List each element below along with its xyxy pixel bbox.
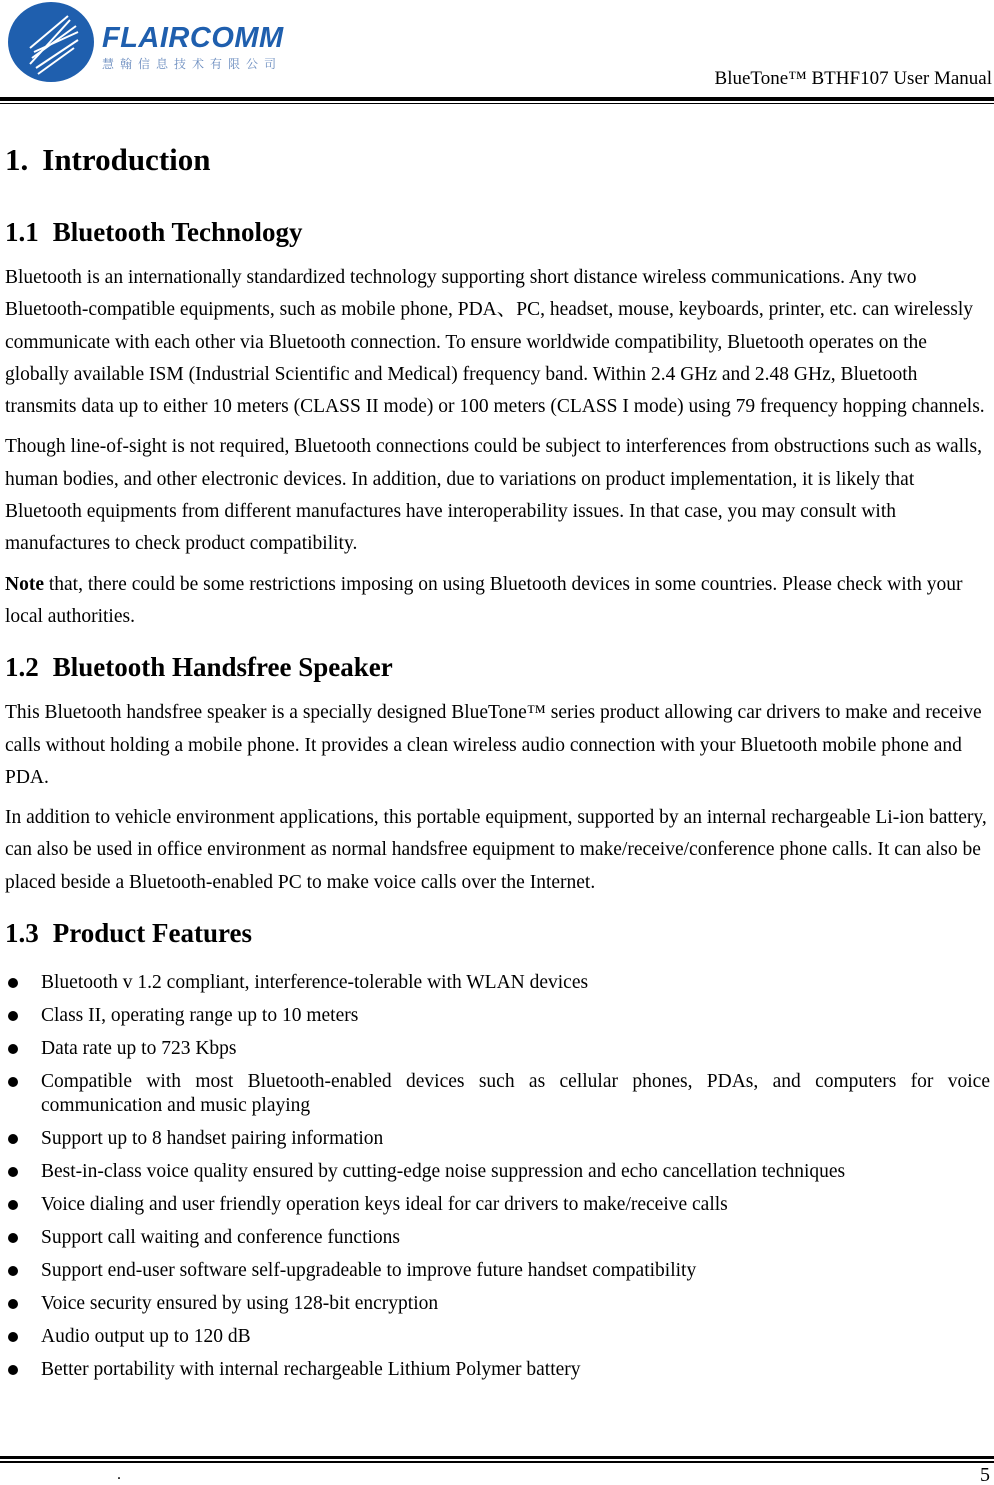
footer-mark: . [117,1466,121,1483]
list-item: Data rate up to 723 Kbps [5,1037,990,1061]
flaircomm-logo [8,2,308,82]
list-item: Compatible with most Bluetooth-enabled devices such as cellular phones, PDAs, and computers for voice communication and music playing [5,1070,990,1118]
logo-emblem-icon [8,2,94,82]
bullet-icon [8,1134,18,1144]
section-heading-product-features: 1.3 Product Features [5,918,252,949]
page-number: 5 [980,1464,990,1485]
list-item: Audio output up to 120 dB [5,1325,990,1349]
bullet-icon [8,978,18,988]
bullet-icon [8,1077,18,1087]
list-item: Better portability with internal rechargeable Lithium Polymer battery [5,1358,990,1382]
header-divider [0,97,994,101]
paragraph: In addition to vehicle environment applications, this portable equipment, supported by an internal rechargeable Li-ion battery, can also be used in office environment as normal handsfree equipment to make/receive/conference phone calls. It can also be placed beside a Bluetooth-enabled PC to make voice calls over the Internet. [5,807,987,893]
bullet-icon [8,1167,18,1177]
feature-list [5,971,990,1382]
list-item: Voice security ensured by using 128-bit encryption [5,1292,990,1316]
footer-divider-thin [0,1461,994,1463]
list-item: Best-in-class voice quality ensured by cutting-edge noise suppression and echo cancellation techniques [5,1160,990,1184]
bullet-icon [8,1233,18,1243]
note-label: Note [5,573,44,595]
bullet-icon [8,1365,18,1375]
list-item: Class II, operating range up to 10 meters [5,1004,990,1028]
bullet-icon [8,1266,18,1276]
bullet-icon [8,1332,18,1342]
logo-subtitle: 慧翰信息技术有限公司 [102,57,283,71]
list-item: Support up to 8 handset pairing information [5,1127,990,1151]
document-body [5,138,990,1391]
paragraph: Bluetooth is an internationally standardized technology supporting short distance wireless communications. Any two Bluetooth-compatible equipments, such as mobile phone, PDA、PC, headset, mouse, keyboards, printer, etc. can wirelessly communicate with each other via Bluetooth connection. To ensure worldwide compatibility, Bluetooth operates on the globally available ISM (Industrial Scientific and Medical) frequency band. Within 2.4 GHz and 2.48 GHz, Bluetooth transmits data up to either 10 meters (CLASS II mode) or 100 meters (CLASS I mode) using 79 frequency hopping channels. [5,267,985,418]
section-heading-introduction: 1. Introduction [5,142,211,177]
logo-text: FLAIRCOMM [102,22,284,54]
header-title: BlueTone™ BTHF107 User Manual [714,68,992,89]
bullet-icon [8,1299,18,1309]
paragraph-note: Note that, there could be some restrictions imposing on using Bluetooth devices in some countries. Please check with your local authorities. [5,573,963,627]
list-item: Bluetooth v 1.2 compliant, interference-tolerable with WLAN devices [5,971,990,995]
paragraph: Though line-of-sight is not required, Bluetooth connections could be subject to interferences from obstructions such as walls, human bodies, and other electronic devices. In addition, due to variations on product implementation, it is likely that Bluetooth equipments from different manufactures have interoperability issues. In that case, you may consult with manufactures to check product compatibility. [5,436,982,555]
bullet-icon [8,1044,18,1054]
section-heading-bluetooth-technology: 1.1 Bluetooth Technology [5,217,303,247]
footer-divider [0,1456,994,1459]
bullet-icon [8,1200,18,1210]
paragraph: This Bluetooth handsfree speaker is a specially designed BlueTone™ series product allowing car drivers to make and receive calls without holding a mobile phone. It provides a clean wireless audio connection with your Bluetooth mobile phone and PDA. [5,702,982,788]
list-item: Voice dialing and user friendly operation keys ideal for car drivers to make/receive calls [5,1193,990,1217]
section-heading-handsfree-speaker: 1.2 Bluetooth Handsfree Speaker [5,652,393,683]
list-item: Support end-user software self-upgradeable to improve future handset compatibility [5,1259,990,1283]
bullet-icon [8,1011,18,1021]
list-item: Support call waiting and conference functions [5,1226,990,1250]
header-divider-thin [0,103,994,104]
